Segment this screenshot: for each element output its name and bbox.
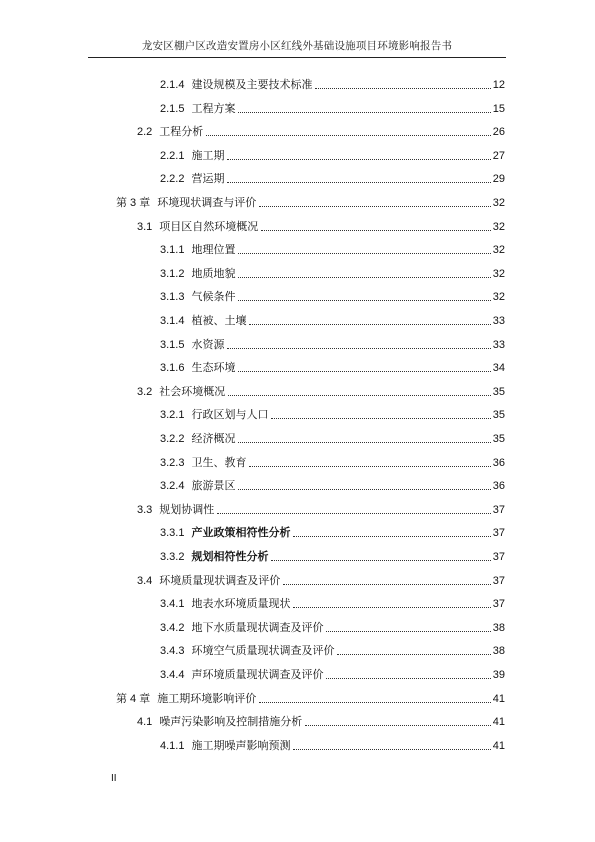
toc-dot-leader (238, 300, 490, 301)
toc-entry-page: 32 (492, 244, 505, 257)
toc-entry-title: 水资源 (191, 337, 225, 351)
toc-dot-leader (305, 725, 490, 726)
toc-entry-page: 32 (492, 291, 505, 304)
toc-dot-leader (238, 112, 490, 113)
toc-entry-page: 33 (492, 315, 505, 327)
toc-entry-number: 4.1 (137, 716, 153, 729)
toc-entry-title: 规划相符性分析 (191, 550, 269, 563)
toc-entry-title: 工程方案 (191, 101, 236, 115)
toc-dot-leader (217, 513, 490, 514)
toc-entry-title: 植被、土壤 (191, 314, 247, 327)
toc-entry-number: 2.2.2 (160, 173, 185, 186)
toc-entry-page: 35 (492, 409, 505, 422)
toc-dot-leader (271, 418, 490, 419)
toc-dot-leader (337, 654, 490, 655)
toc-entry-number: 3.2.4 (160, 480, 185, 493)
toc-entry-number: 3.1.6 (160, 362, 185, 375)
toc-dot-leader (238, 489, 490, 490)
toc-entry-page: 29 (492, 173, 505, 186)
toc-entry-title: 营运期 (191, 172, 225, 186)
toc-entry[interactable] (160, 72, 505, 92)
toc-entry-page: 36 (492, 480, 505, 493)
toc-entry-number: 3.2.1 (160, 409, 185, 422)
toc-entry-page: 33 (492, 338, 505, 351)
toc-entry-title: 项目区自然环境概况 (159, 219, 259, 233)
toc-entry-page: 26 (492, 126, 505, 139)
toc-entry-number: 2.2 (137, 126, 153, 139)
toc-entry-title: 环境现状调查与评价 (157, 196, 257, 209)
toc-entry-page: 38 (492, 621, 505, 634)
toc-dot-leader (326, 631, 490, 632)
toc-dot-leader (249, 324, 490, 325)
toc-entry-number: 4.1.1 (160, 739, 185, 752)
toc-entry-title: 卫生、教育 (191, 455, 247, 469)
toc-entry-page: 37 (492, 527, 505, 540)
toc-entry-title: 旅游景区 (191, 479, 236, 493)
toc-dot-leader (259, 702, 491, 703)
toc-dot-leader (227, 159, 490, 160)
toc-entry[interactable] (137, 119, 505, 139)
toc-entry-page: 27 (492, 149, 505, 162)
toc-entry[interactable] (160, 308, 505, 328)
toc-entry-title: 环境空气质量现状调查及评价 (191, 644, 335, 658)
toc-dot-leader (238, 442, 490, 443)
toc-dot-leader (293, 749, 490, 750)
page-number: II (111, 773, 117, 784)
toc-entry-number: 3.3.1 (160, 527, 185, 540)
toc-entry-page: 12 (492, 79, 505, 91)
toc-dot-leader (238, 371, 490, 372)
toc-entry[interactable] (160, 615, 505, 635)
toc-entry-page: 41 (492, 739, 505, 752)
toc-entry[interactable] (160, 355, 505, 375)
toc-entry-page: 39 (492, 669, 505, 681)
toc-entry-title: 生态环境 (191, 361, 236, 375)
toc-entry-number: 3.2 (137, 385, 153, 398)
toc-dot-leader (326, 678, 490, 679)
toc-entry[interactable] (137, 709, 505, 729)
toc-entry-title: 地表水环境质量现状 (191, 597, 291, 611)
toc-entry[interactable] (160, 237, 505, 257)
toc-entry-number: 2.2.1 (160, 149, 185, 162)
toc-entry[interactable] (160, 166, 505, 186)
toc-entry[interactable] (160, 261, 505, 281)
toc-entry-title: 噪声污染影响及控制措施分析 (159, 715, 303, 729)
toc-entry-page: 35 (492, 385, 505, 398)
toc-entry-title: 建设规模及主要技术标准 (191, 78, 313, 91)
toc-dot-leader (227, 182, 490, 183)
toc-entry-page: 36 (492, 456, 505, 469)
toc-dot-leader (283, 584, 490, 585)
toc-entry-title: 地理位置 (191, 243, 236, 257)
toc-entry-title: 经济概况 (191, 432, 236, 445)
toc-entry-page: 37 (492, 574, 505, 587)
toc-dot-leader (271, 560, 490, 561)
toc-entry-number: 3.4.1 (160, 598, 185, 611)
toc-entry[interactable] (160, 450, 505, 470)
toc-entry-title: 地下水质量现状调查及评价 (191, 620, 324, 634)
toc-entry-number: 3.1.2 (160, 267, 185, 280)
toc-dot-leader (259, 206, 491, 207)
toc-entry-page: 37 (492, 551, 505, 563)
toc-dot-leader (293, 536, 490, 537)
toc-entry-page: 35 (492, 433, 505, 445)
toc-entry[interactable] (160, 662, 505, 682)
toc-entry-title: 气候条件 (191, 290, 236, 304)
toc-entry[interactable] (160, 591, 505, 611)
toc-entry[interactable] (160, 143, 505, 163)
toc-entry[interactable] (160, 332, 505, 352)
toc-entry[interactable] (160, 284, 505, 304)
toc-entry-number: 3.1.5 (160, 338, 185, 351)
toc-entry-number: 3.2.3 (160, 456, 185, 469)
toc-dot-leader (227, 348, 490, 349)
toc-entry-title: 社会环境概况 (159, 384, 226, 398)
toc-entry-number: 3.1.4 (160, 315, 185, 327)
toc-dot-leader (249, 466, 490, 467)
header-divider (88, 57, 506, 58)
toc-entry[interactable] (160, 638, 505, 658)
toc-entry[interactable] (160, 473, 505, 493)
toc-dot-leader (238, 253, 490, 254)
toc-entry[interactable] (137, 379, 505, 399)
toc-entry[interactable] (137, 568, 505, 588)
toc-entry-title: 施工期噪声影响预测 (191, 738, 291, 752)
toc-entry-number: 第 4 章 (116, 692, 151, 705)
toc-entry-title: 地质地貌 (191, 266, 236, 280)
toc-entry-page: 37 (492, 598, 505, 611)
toc-entry[interactable] (116, 190, 505, 210)
toc-entry-number: 第 3 章 (116, 197, 151, 209)
toc-entry-number: 3.2.2 (160, 433, 185, 445)
toc-entry[interactable] (137, 214, 505, 234)
toc-dot-leader (293, 607, 490, 608)
toc-entry-number: 3.3.2 (160, 551, 185, 563)
toc-entry-title: 施工期 (191, 148, 225, 162)
toc-entry-number: 3.4 (137, 574, 153, 587)
toc-entry-title: 施工期环境影响评价 (157, 691, 257, 705)
toc-entry-title: 产业政策相符性分析 (191, 526, 291, 540)
toc-entry-number: 2.1.4 (160, 79, 185, 91)
toc-entry-number: 3.4.4 (160, 669, 185, 681)
toc-entry-number: 3.1.1 (160, 244, 185, 257)
toc-entry-page: 38 (492, 645, 505, 658)
toc-entry[interactable] (116, 686, 505, 706)
toc-entry[interactable] (160, 96, 505, 116)
toc-entry-page: 32 (492, 267, 505, 280)
toc-entry-page: 32 (492, 197, 505, 209)
toc-dot-leader (261, 230, 490, 231)
toc-dot-leader (206, 135, 490, 136)
toc-entry[interactable] (160, 544, 505, 564)
toc-entry-number: 3.1.3 (160, 291, 185, 304)
toc-entry[interactable] (160, 520, 505, 540)
toc-entry-title: 环境质量现状调查及评价 (159, 573, 281, 587)
toc-entry-title: 声环境质量现状调查及评价 (191, 668, 324, 681)
toc-entry[interactable] (160, 402, 505, 422)
toc-entry-number: 3.3 (137, 503, 153, 516)
toc-entry-page: 37 (492, 503, 505, 516)
page-header-title: 龙安区棚户区改造安置房小区红线外基础设施项目环境影响报告书 (141, 40, 453, 52)
toc-entry[interactable] (160, 733, 505, 753)
toc-entry[interactable] (160, 426, 505, 446)
toc-entry-number: 3.1 (137, 220, 153, 233)
toc-entry-page: 32 (492, 220, 505, 233)
toc-entry-number: 2.1.5 (160, 102, 185, 115)
toc-entry-page: 41 (492, 716, 505, 729)
toc-entry-page: 41 (492, 692, 505, 705)
toc-entry-title: 规划协调性 (159, 502, 215, 516)
toc-dot-leader (238, 277, 490, 278)
toc-entry[interactable] (137, 497, 505, 517)
toc-entry-number: 3.4.2 (160, 621, 185, 634)
toc-entry-number: 3.4.3 (160, 645, 185, 658)
toc-entry-page: 15 (492, 102, 505, 115)
toc-entry-title: 行政区划与人口 (191, 408, 269, 422)
toc-entry-page: 34 (492, 362, 505, 375)
toc-dot-leader (228, 395, 490, 396)
toc-entry-title: 工程分析 (159, 125, 204, 139)
toc-dot-leader (315, 88, 490, 89)
